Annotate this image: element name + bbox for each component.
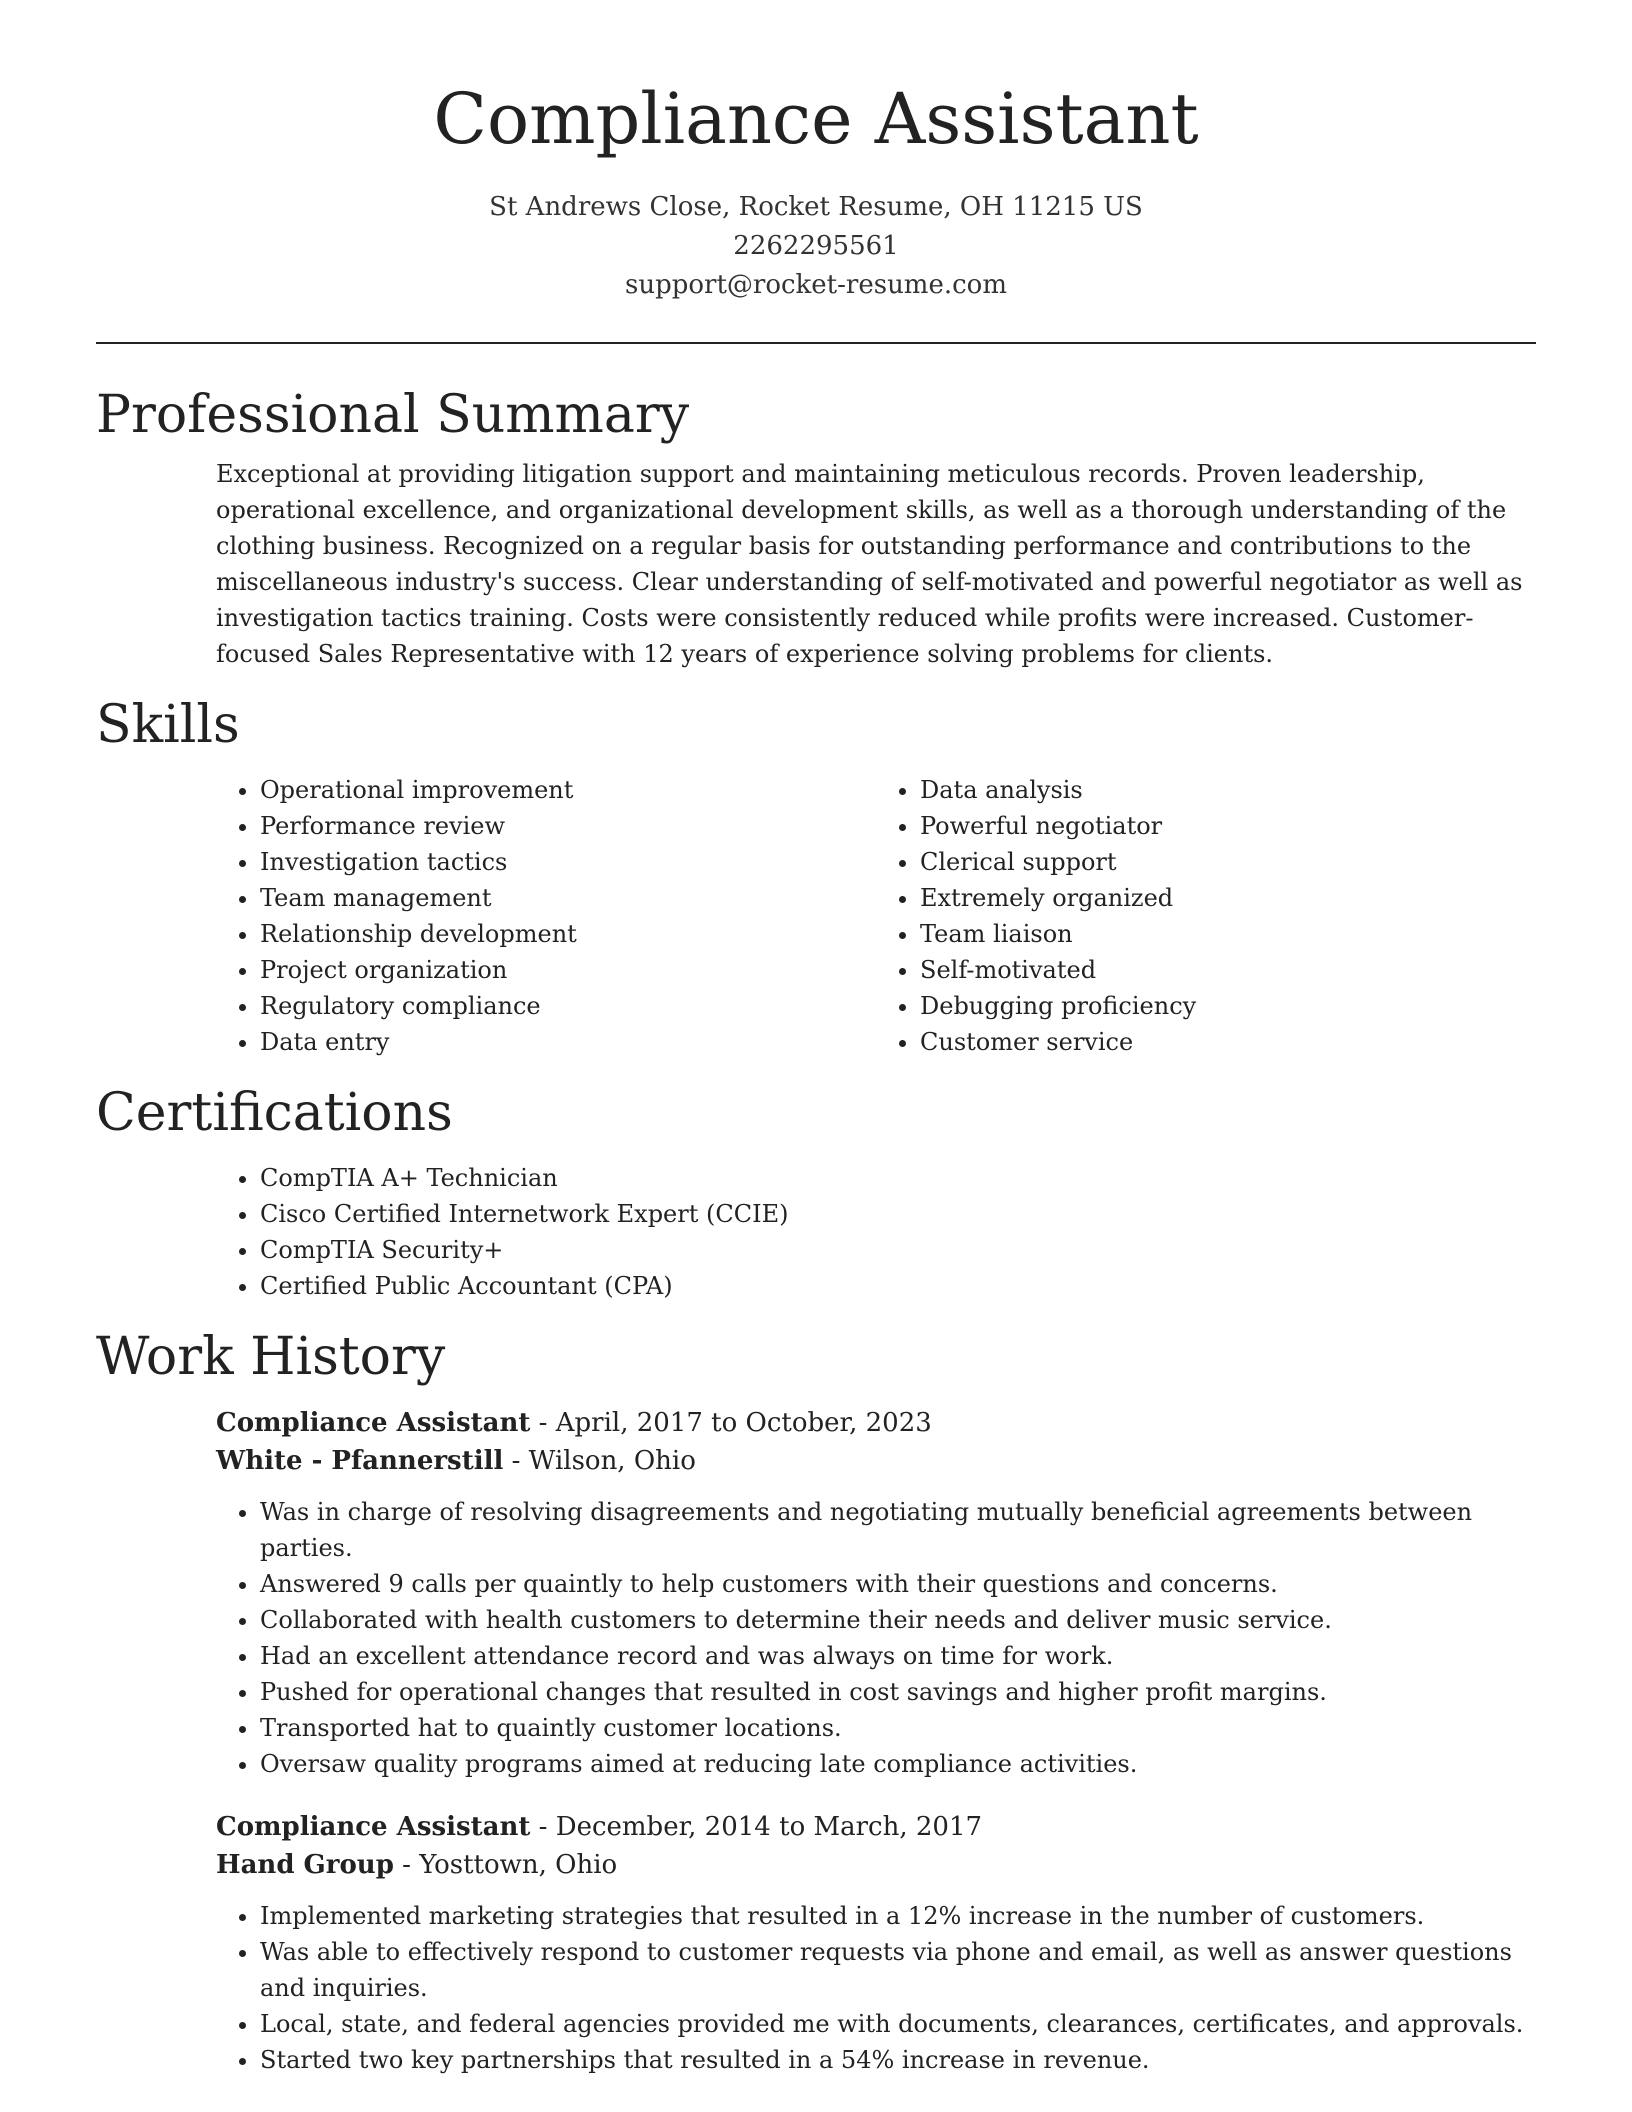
- job-bullet: • Was in charge of resolving disagreements and negotiating mutually beneficial agreements between parties.: [260, 1494, 1536, 1566]
- job-title-line: Compliance Assistant - April, 2017 to October, 2023: [216, 1408, 932, 1438]
- job-bullet: • Had an excellent attendance record and was always on time for work.: [260, 1638, 1536, 1674]
- skill-item: • Clerical support: [920, 844, 1536, 880]
- skills-list-left: [216, 772, 876, 1060]
- job-bullet: • Implemented marketing strategies that resulted in a 12% increase in the number of customers.: [260, 1898, 1536, 1934]
- skill-item: • Self-motivated: [920, 952, 1536, 988]
- job-bullet: • Oversaw quality programs aimed at reducing late compliance activities.: [260, 1746, 1536, 1782]
- summary-text: Exceptional at providing litigation support and maintaining meticulous records. Proven leadership, operational excellence, and organizational development skills, as well as a thorough understanding of the clothing business. Recognized on a regular basis for outstanding performance and contributions to the miscellaneous industry's success. Clear understanding of self-motivated and powerful negotiator as well as investigation tactics training. Costs were consistently reduced while profits were increased. Customer-focused Sales Representative with 12 years of experience solving problems for clients.: [216, 460, 1523, 668]
- skill-item: • Team liaison: [920, 916, 1536, 952]
- contact-email: support@rocket-resume.com: [624, 270, 1007, 300]
- skill-item: • Investigation tactics: [260, 844, 876, 880]
- resume-header: [0, 0, 1632, 305]
- skill-item: • Customer service: [920, 1024, 1536, 1060]
- summary-heading: Professional Summary: [96, 385, 690, 445]
- certification-item: • Cisco Certified Internetwork Expert (CCIE): [260, 1196, 1536, 1232]
- job-bullet: • Started two key partnerships that resulted in a 54% increase in revenue.: [260, 2042, 1536, 2078]
- skill-item: • Operational improvement: [260, 772, 876, 808]
- job-company-line: Hand Group - Yosttown, Ohio: [216, 1850, 618, 1880]
- skill-item: • Performance review: [260, 808, 876, 844]
- job-company-line: White - Pfannerstill - Wilson, Ohio: [216, 1446, 696, 1476]
- job-dates: April, 2017 to October, 2023: [555, 1408, 932, 1438]
- certifications-heading: Certifications: [96, 1083, 453, 1143]
- skill-item: • Relationship development: [260, 916, 876, 952]
- job-location: Yosttown, Ohio: [419, 1850, 618, 1880]
- certifications-section: [96, 1080, 1536, 1304]
- summary-section: [96, 382, 1536, 672]
- skills-section: [96, 692, 1536, 1060]
- work-history-section: [96, 1324, 1536, 2078]
- job-bullets: [216, 1494, 1536, 1782]
- skills-list-right: [876, 772, 1536, 1060]
- job-bullet: • Local, state, and federal agencies provided me with documents, clearances, certificates, and approvals.: [260, 2006, 1536, 2042]
- contact-address: St Andrews Close, Rocket Resume, OH 11215 US: [489, 192, 1143, 222]
- skills-heading: Skills: [96, 695, 240, 755]
- skill-item: • Team management: [260, 880, 876, 916]
- contact-phone: 2262295561: [733, 231, 899, 261]
- skill-item: • Project organization: [260, 952, 876, 988]
- job-title-line: Compliance Assistant - December, 2014 to March, 2017: [216, 1812, 983, 1842]
- job-bullet: • Was able to effectively respond to customer requests via phone and email, as well as answer questions and inquiries.: [260, 1934, 1536, 2006]
- certification-item: • CompTIA Security+: [260, 1232, 1536, 1268]
- job-dates: December, 2014 to March, 2017: [555, 1812, 983, 1842]
- job-company: Hand Group: [216, 1850, 394, 1880]
- certification-item: • CompTIA A+ Technician: [260, 1160, 1536, 1196]
- work-history-heading: Work History: [96, 1327, 446, 1387]
- skill-item: • Extremely organized: [920, 880, 1536, 916]
- skill-item: • Data entry: [260, 1024, 876, 1060]
- resume-content: [96, 382, 1536, 2104]
- job-bullets: [216, 1898, 1536, 2078]
- header-divider: [96, 342, 1536, 344]
- skill-item: • Regulatory compliance: [260, 988, 876, 1024]
- job-title: Compliance Assistant: [216, 1408, 531, 1438]
- job-bullet: • Pushed for operational changes that resulted in cost savings and higher profit margins.: [260, 1674, 1536, 1710]
- certifications-list: [216, 1160, 1536, 1304]
- job-entry: [216, 1808, 1536, 2078]
- job-title: Compliance Assistant: [216, 1812, 531, 1842]
- skill-item: • Debugging proficiency: [920, 988, 1536, 1024]
- job-bullet: • Transported hat to quaintly customer locations.: [260, 1710, 1536, 1746]
- job-entry: [216, 1404, 1536, 1782]
- job-company: White - Pfannerstill: [216, 1446, 504, 1476]
- resume-name: Compliance Assistant: [433, 78, 1199, 160]
- job-bullet: • Answered 9 calls per quaintly to help customers with their questions and concerns.: [260, 1566, 1536, 1602]
- job-bullet: • Collaborated with health customers to determine their needs and deliver music service.: [260, 1602, 1536, 1638]
- skill-item: • Powerful negotiator: [920, 808, 1536, 844]
- skill-item: • Data analysis: [920, 772, 1536, 808]
- certification-item: • Certified Public Accountant (CPA): [260, 1268, 1536, 1304]
- job-location: Wilson, Ohio: [528, 1446, 696, 1476]
